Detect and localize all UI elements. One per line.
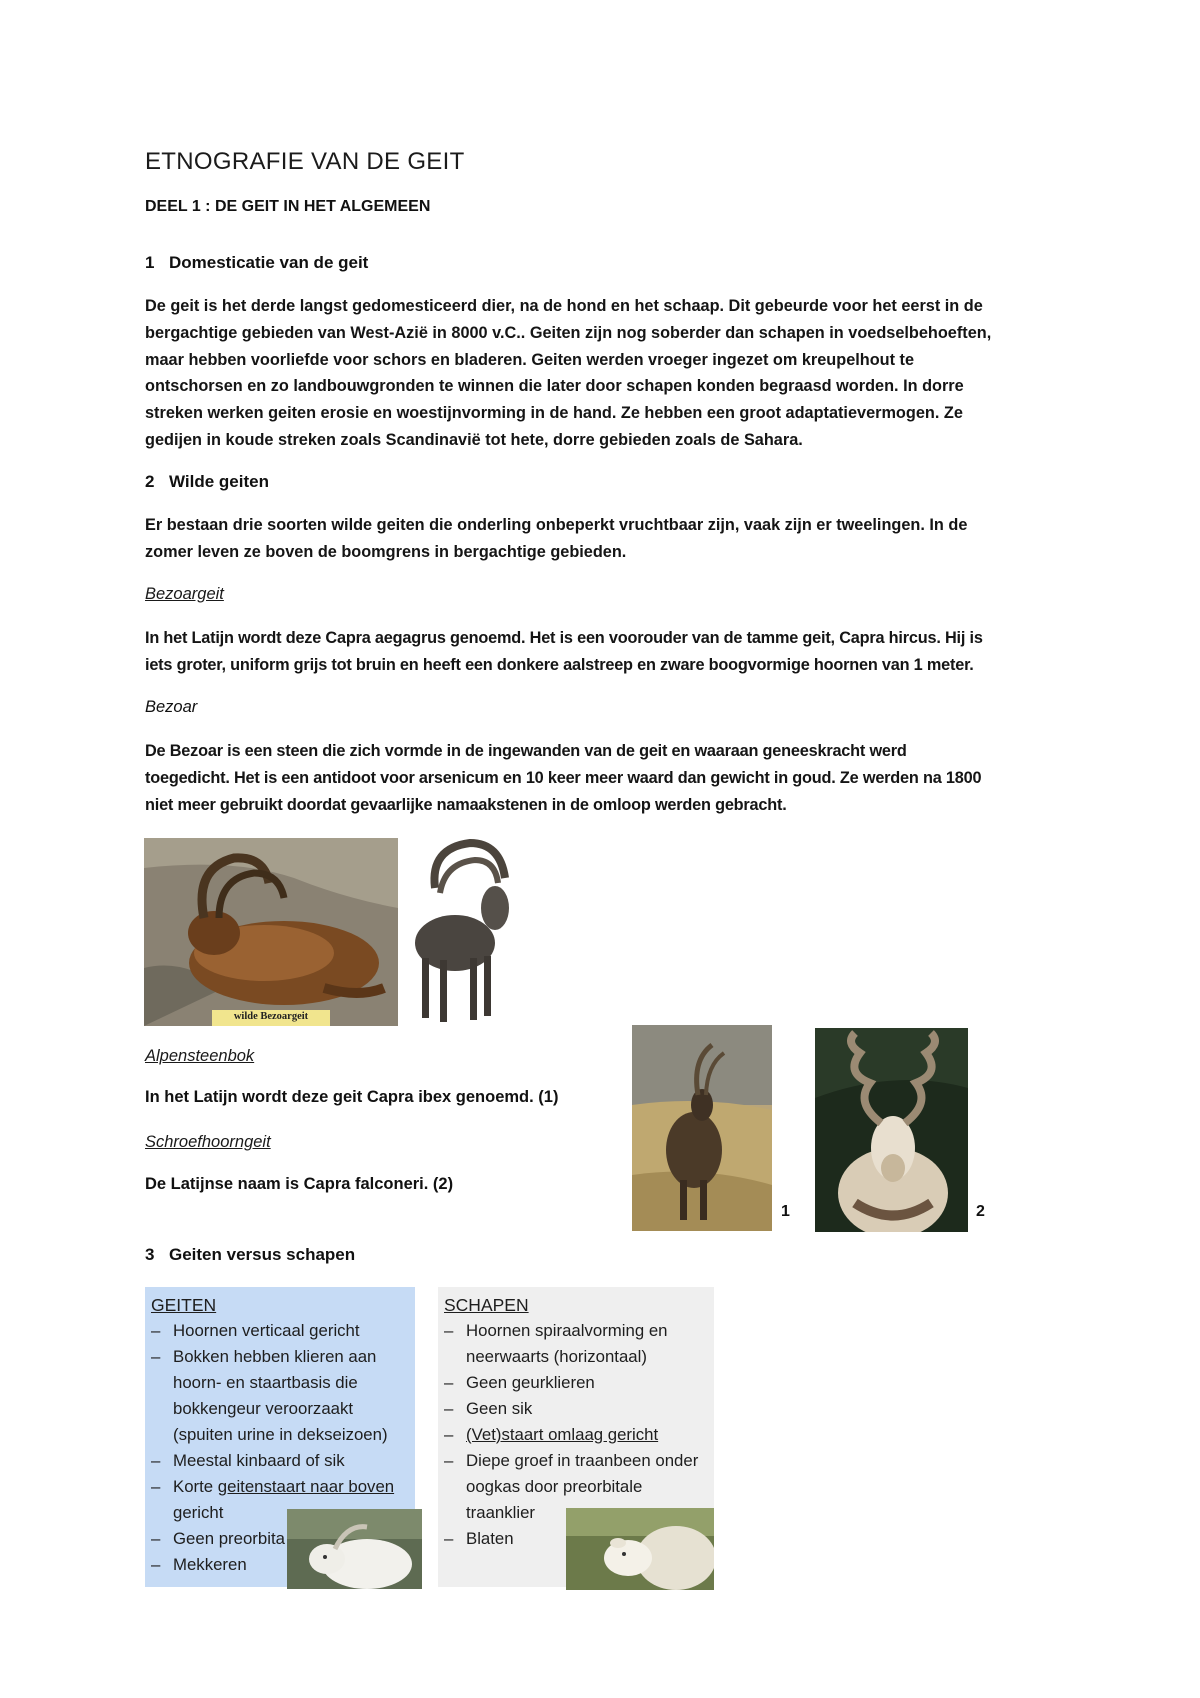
figure-label-1: 1 [781, 1203, 790, 1220]
document-title: ETNOGRAFIE VAN DE GEIT [145, 148, 465, 175]
list-item: – Meestal kinbaard of sik [151, 1448, 415, 1474]
section-number: 3 [145, 1245, 155, 1264]
bezoar-paragraph [145, 738, 1075, 818]
part-heading: DEEL 1 : DE GEIT IN HET ALGEMEEN [145, 198, 431, 215]
section-number: 2 [145, 472, 155, 491]
paragraph-line: streken werken geiten erosie en woestijnvorming in de hand. Ze hebben een groot adaptatievermogen. Ze [145, 404, 963, 423]
paragraph-line: iets groter, uniform grijs tot bruin en heeft een donkere aalstreep en zware boogvormige hoornen van 1 meter. [145, 655, 974, 674]
item-prefix: Korte [173, 1477, 218, 1496]
bezoar-heading: Bezoar [145, 698, 198, 716]
list-item: – Mekkeren [151, 1552, 415, 1578]
section-3-heading [145, 1245, 355, 1265]
alpine-ibex-photo [632, 1025, 772, 1231]
standing-goat-photo [400, 838, 520, 1028]
paragraph-line: toegedicht. Het is een antidoot voor arsenicum en 10 keer meer waard dan gewicht in goud. Ze werden na 1800 [145, 768, 982, 787]
paragraph-line: In het Latijn wordt deze Capra aegagrus genoemd. Het is een voorouder van de tamme geit, Capra hircus. Hij is [145, 629, 983, 647]
list-item: – Geen geurklieren [444, 1370, 714, 1396]
markhor-photo [815, 1028, 968, 1232]
list-item: – Bokken hebben klieren aan hoorn- en staartbasis die bokkengeur veroorzaakt (spuiten urine in dekseizoen) [151, 1344, 415, 1448]
schroefhoorngeit-heading: Schroefhoorngeit [145, 1133, 271, 1151]
alpensteenbok-heading: Alpensteenbok [145, 1047, 255, 1065]
section-2-heading [145, 472, 269, 492]
list-item: – Hoornen spiraalvorming en neerwaarts (horizontaal) [444, 1318, 714, 1370]
paragraph-line: gedijen in koude streken zoals Scandinavië tot hete, dorre gebieden zoals de Sahara. [145, 430, 803, 449]
schroefhoorngeit-text: De Latijnse naam is Capra falconeri. (2) [145, 1175, 454, 1193]
bezoargeit-heading: Bezoargeit [145, 585, 224, 603]
paragraph-line: maar hebben voorliefde voor schors en bladeren. Geiten werden vroeger ingezet om kreupelhout te [145, 350, 915, 369]
bezoar-goat-photo [144, 838, 398, 1026]
paragraph-line: Er bestaan drie soorten wilde geiten die onderling onbeperkt vruchtbaar zijn, vaak zijn er tweelingen. In de [145, 516, 968, 534]
schapen-title: SCHAPEN [444, 1295, 529, 1315]
section-title: Geiten versus schapen [169, 1245, 356, 1264]
item-suffix: gericht [173, 1503, 224, 1522]
section-1-paragraph [145, 293, 1075, 454]
paragraph-line: bergachtige gebieden van West-Azië in 8000 v.C.. Geiten zijn nog soberder dan schapen in voedselbehoeften, [145, 323, 992, 342]
section-title: Wilde geiten [169, 472, 269, 491]
list-item: – Geen preorbita [151, 1526, 415, 1552]
sheep-photo [566, 1508, 714, 1590]
paragraph-line: niet meer gebruikt doordat gevaarlijke namaakstenen in de omloop werden gebracht. [145, 795, 787, 814]
bezoargeit-paragraph [145, 625, 1075, 679]
white-goat-photo [287, 1509, 422, 1589]
list-item: – (Vet)staart omlaag gericht [444, 1422, 714, 1448]
photo-caption: wilde Bezoargeit [233, 1011, 309, 1022]
figure-label-2: 2 [976, 1203, 985, 1220]
section-1-heading [145, 253, 368, 273]
list-item: – Diepe groef in traanbeen onder oogkas door preorbitale traanklier [444, 1448, 714, 1526]
item-underlined: geitenstaart naar boven [217, 1477, 395, 1496]
list-item: – Hoornen verticaal gericht [151, 1318, 415, 1344]
section-title: Domesticatie van de geit [169, 253, 369, 272]
paragraph-line: De geit is het derde langst gedomesticeerd dier, na de hond en het schaap. Dit gebeurde voor het eerst in de [145, 297, 983, 315]
geiten-title: GEITEN [151, 1295, 217, 1315]
alpensteenbok-text: In het Latijn wordt deze geit Capra ibex genoemd. (1) [145, 1088, 559, 1106]
paragraph-line: zomer leven ze boven de boomgrens in bergachtige gebieden. [145, 542, 627, 561]
paragraph-line: De Bezoar is een steen die zich vormde in de ingewanden van de geit en waaraan geneeskracht werd [145, 742, 907, 760]
section-2-paragraph [145, 512, 1075, 566]
list-item: – Geen sik [444, 1396, 714, 1422]
list-item: – Blaten [444, 1526, 714, 1552]
section-number: 1 [145, 253, 155, 272]
paragraph-line: ontschorsen en zo landbouwgronden te winnen die later door schapen konden begraasd worden. In dorre [145, 377, 964, 396]
